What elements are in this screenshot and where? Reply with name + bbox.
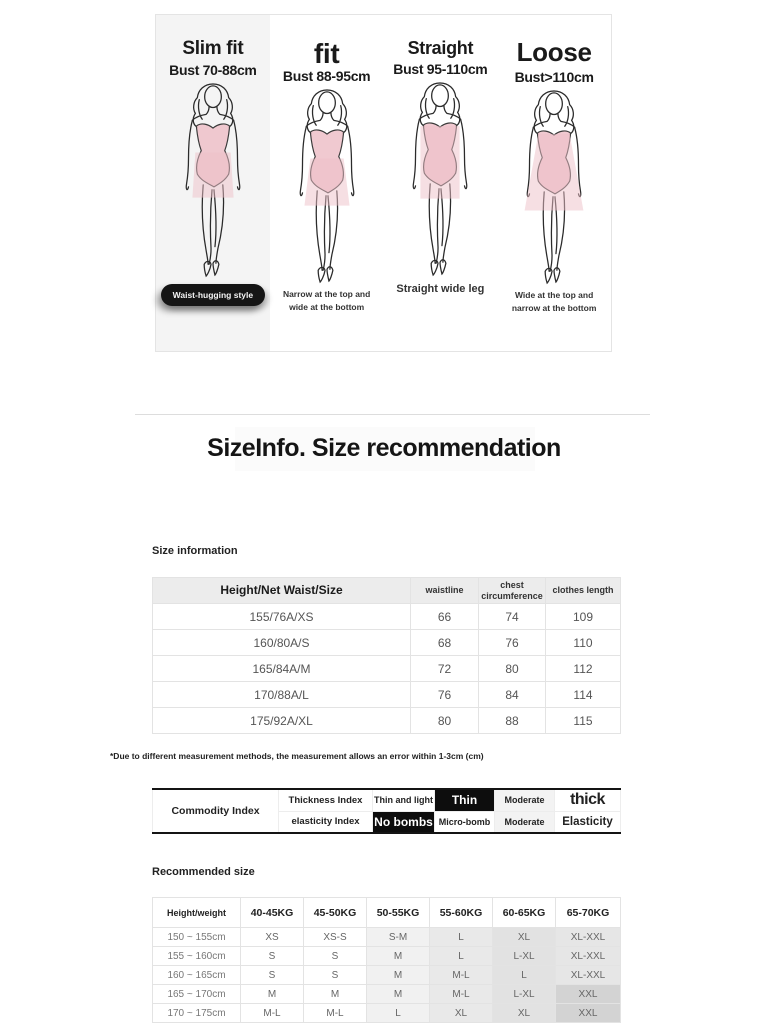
table-cell: 109 [546,604,621,630]
size-cell: XL [430,1004,493,1023]
size-cell: M [367,947,430,966]
fit-style-note: Narrow at the top and wide at the bottom [282,289,371,313]
column-header: 65-70KG [556,898,621,928]
size-cell: M [367,966,430,985]
table-row [153,630,621,656]
size-information-label: Size information [152,545,238,557]
commodity-index-table [152,788,621,834]
height-range-cell: 170 ~ 175cm [153,1004,241,1023]
height-range-cell: 160 ~ 165cm [153,966,241,985]
size-cell: S [241,947,304,966]
fit-column-1 [270,15,384,351]
fit-style-badge: Waist-hugging style [161,284,265,306]
fit-bust-range: Bust 88-95cm [282,68,371,85]
option-cell: Thin and light [373,789,435,811]
fit-column-0 [156,15,270,351]
column-header: 40-45KG [241,898,304,928]
fit-type-title: fit [313,38,340,69]
table-cell: 66 [411,604,479,630]
index-name: Thickness Index [279,789,373,811]
size-cell: M-L [304,1004,367,1023]
figure-wrap [390,81,490,277]
commodity-index-label: Commodity Index [153,789,279,833]
table-row [153,985,621,1004]
figure-wrap [504,89,604,285]
column-header: Height/Net Waist/Size [153,578,411,604]
column-header: 50-55KG [367,898,430,928]
column-header: clothes length [546,578,621,604]
body-figure-illustration [504,89,604,285]
size-cell: L [430,928,493,947]
height-range-cell: 155 ~ 160cm [153,947,241,966]
column-header: 55-60KG [430,898,493,928]
size-cell: S [241,966,304,985]
fit-bust-range: Bust 95-110cm [393,60,488,77]
size-cell: L-XL [493,985,556,1004]
table-header-row [153,578,621,604]
body-figure-illustration [163,82,263,278]
option-cell: Moderate [495,811,555,833]
size-cell: M [367,985,430,1004]
fit-style-note: Straight wide leg [396,282,485,295]
fit-guide-card [155,14,612,352]
section-divider [135,414,650,415]
table-cell: 115 [546,708,621,734]
body-figure-illustration [277,88,377,284]
commodity-row [153,789,621,811]
table-row [153,1004,621,1023]
size-cell: L [493,966,556,985]
size-information-table [152,577,621,734]
size-cell: L [430,947,493,966]
fit-type-title: Slim fit [182,38,244,59]
table-cell: 160/80A/S [153,630,411,656]
table-cell: 165/84A/M [153,656,411,682]
table-row [153,708,621,734]
table-cell: 170/88A/L [153,682,411,708]
selected-option: No bombs [373,811,435,833]
height-range-cell: 150 ~ 155cm [153,928,241,947]
size-cell: XS [241,928,304,947]
table-cell: 110 [546,630,621,656]
table-row [153,928,621,947]
table-cell: 74 [479,604,546,630]
table-row [153,966,621,985]
size-cell: XL-XXL [556,928,621,947]
fit-bust-range: Bust>110cm [514,69,594,86]
size-cell: L [367,1004,430,1023]
option-cell: Moderate [495,789,555,811]
column-header: 60-65KG [493,898,556,928]
table-row [153,604,621,630]
size-cell: XL-XXL [556,966,621,985]
table-cell: 68 [411,630,479,656]
column-header: Height/weight [153,898,241,928]
figure-wrap [277,88,377,284]
column-header: chest circumference [479,578,546,604]
table-cell: 76 [479,630,546,656]
figure-wrap [163,82,263,278]
size-cell: S [304,966,367,985]
table-row [153,682,621,708]
section-title: SizeInfo. Size recommendation [207,434,561,462]
height-range-cell: 165 ~ 170cm [153,985,241,1004]
table-cell: 72 [411,656,479,682]
size-cell: M-L [241,1004,304,1023]
selected-option: Thin [435,789,495,811]
size-cell: M [241,985,304,1004]
option-cell: Elasticity [555,811,621,833]
size-cell: M-L [430,985,493,1004]
fit-bust-range: Bust 70-88cm [169,61,257,78]
index-name: elasticity Index [279,811,373,833]
table-row [153,947,621,966]
table-cell: 175/92A/XL [153,708,411,734]
fit-column-2 [384,15,498,351]
fit-type-title: Loose [516,37,592,67]
recommended-size-table [152,897,621,1023]
size-cell: L-XL [493,947,556,966]
table-cell: 84 [479,682,546,708]
size-cell: XL [493,928,556,947]
size-cell: XL-XXL [556,947,621,966]
size-cell: XXL [556,1004,621,1023]
table-cell: 112 [546,656,621,682]
size-cell: M [304,985,367,1004]
column-header: waistline [411,578,479,604]
size-cell: M-L [430,966,493,985]
table-cell: 76 [411,682,479,708]
fit-column-3 [497,15,611,351]
size-cell: S [304,947,367,966]
body-figure-illustration [390,81,490,277]
option-cell: thick [555,789,621,811]
size-cell: XL [493,1004,556,1023]
table-row [153,656,621,682]
size-cell: S-M [367,928,430,947]
table-cell: 88 [479,708,546,734]
size-cell: XXL [556,985,621,1004]
column-header: 45-50KG [304,898,367,928]
option-cell: Micro-bomb [435,811,495,833]
table-cell: 114 [546,682,621,708]
table-cell: 80 [411,708,479,734]
table-cell: 155/76A/XS [153,604,411,630]
table-cell: 80 [479,656,546,682]
measurement-note: *Due to different measurement methods, the measurement allows an error within 1-3cm (cm) [110,751,484,761]
table-header-row [153,898,621,928]
size-cell: XS-S [304,928,367,947]
fit-type-title: Straight [407,38,474,58]
fit-style-note: Wide at the top and narrow at the bottom [511,290,597,314]
recommended-size-label: Recommended size [152,866,255,878]
